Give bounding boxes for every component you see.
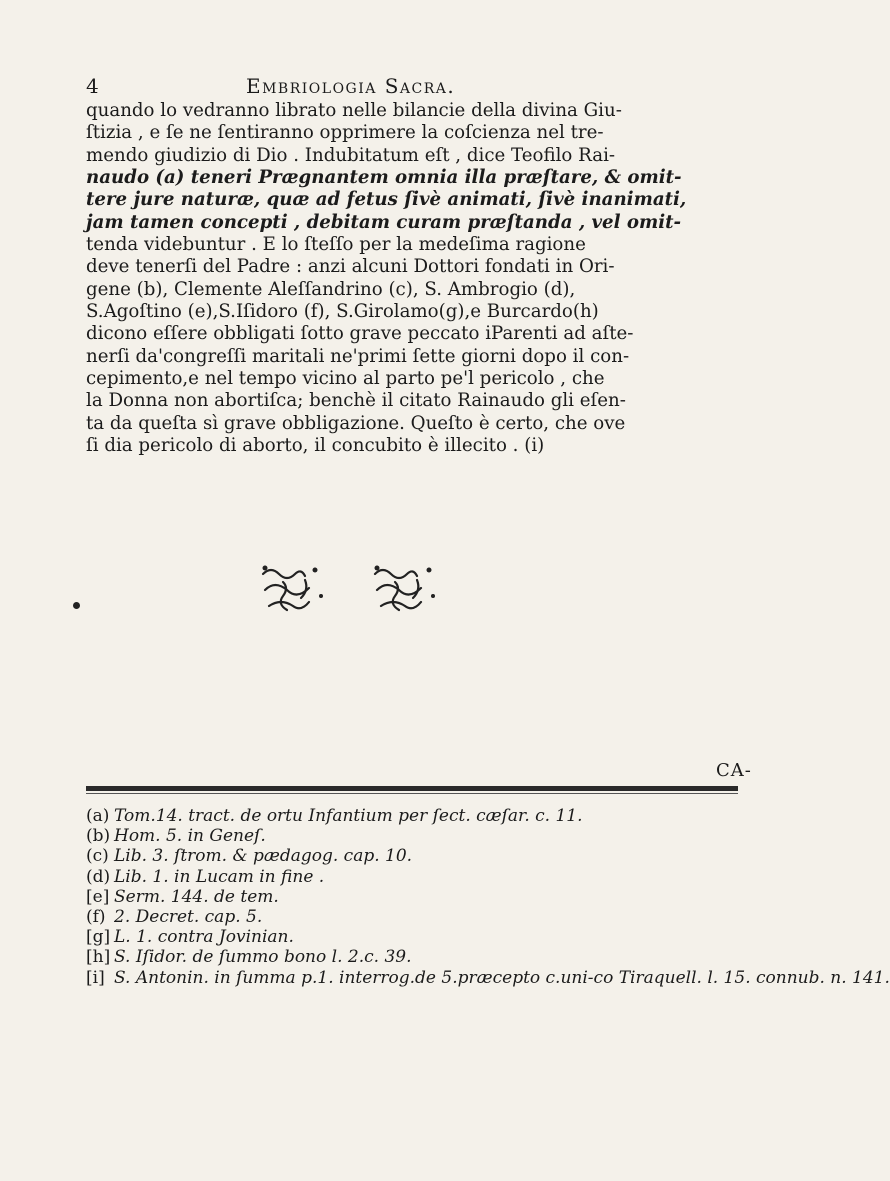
footnote bbox=[86, 927, 766, 947]
footnote-rule-thin bbox=[86, 793, 738, 794]
footnote-text: Lib. 3. ſtrom. & pædagog. cap. 10. bbox=[114, 846, 413, 867]
body-line: ſtizia , e ſe ne ſentiranno opprimere la coſcienza nel tre- bbox=[86, 122, 604, 144]
footnote-mark: (a) bbox=[86, 806, 110, 826]
footnote-mark: (b) bbox=[86, 826, 111, 847]
footnote bbox=[86, 907, 766, 927]
body-line: dicono eſſere obbligati ſotto grave peccato iParenti ad aſte- bbox=[86, 323, 634, 345]
footnote-rule bbox=[86, 786, 738, 791]
footnote-mark: (f) bbox=[86, 906, 106, 927]
footnote-mark: [g] bbox=[86, 927, 111, 948]
body-line: ſi dia pericolo di aborto, il concubito è illecito . (i) bbox=[86, 435, 545, 457]
footnotes bbox=[86, 806, 890, 988]
footnote-mark: (c) bbox=[86, 846, 109, 867]
body-line: cepimento,e nel tempo vicino al parto pe'l pericolo , che bbox=[86, 368, 605, 390]
footnote-mark: (d) bbox=[86, 866, 111, 887]
body-line: gene (b), Clemente Aleſſandrino (c), S. Ambrogio (d), bbox=[86, 278, 576, 300]
footnote bbox=[86, 887, 766, 907]
body-line: nerſi da'congreſſi maritali ne'primi ſette giorni dopo il con- bbox=[86, 345, 630, 367]
body-line: deve tenerſi del Padre : anzi alcuni Dottori fondati in Ori- bbox=[86, 256, 615, 278]
footnote bbox=[86, 846, 766, 866]
footnote bbox=[86, 967, 890, 988]
ornament-decoration bbox=[225, 560, 525, 620]
footnote-text: S. Iſidor. de ſummo bono l. 2.c. 39. bbox=[114, 947, 412, 968]
catchword: CA- bbox=[716, 760, 752, 781]
footnote-mark: [e] bbox=[86, 886, 110, 907]
body-line: mendo giudizio di Dio . Indubitatum eſt , dice Teofilo Rai- bbox=[86, 144, 616, 166]
body-line: tere jure naturæ, quæ ad fetus ſivè animati, ſivè inanimati, bbox=[86, 189, 687, 211]
body-line: tenda videbuntur . E lo ſteſſo per la medeſima ragione bbox=[86, 234, 586, 256]
footnote bbox=[86, 947, 766, 967]
footnote-text: S. Antonin. in ſumma p.1. interrog.de 5.præcepto c.uni-co Tiraquell. l. 15. connub. n. 141. bbox=[114, 967, 890, 988]
body-line: S.Agoſtino (e),S.Iſidoro (f), S.Girolamo(g),e Burcardo(h) bbox=[86, 301, 599, 323]
ink-spot bbox=[73, 602, 80, 609]
footnote-text: 2. Decret. cap. 5. bbox=[114, 906, 263, 927]
page-number: 4 bbox=[86, 74, 99, 98]
body-line: ta da queſta sì grave obbligazione. Queſto è certo, che ove bbox=[86, 412, 626, 434]
footnote bbox=[86, 806, 766, 826]
footnote-text: Tom.14. tract. de ortu Infantium per ſect. cæſar. c. 11. bbox=[114, 806, 583, 826]
footnote-text: Hom. 5. in Geneſ. bbox=[114, 826, 266, 847]
footnote bbox=[86, 867, 766, 887]
footnote-text: Lib. 1. in Lucam in fine . bbox=[114, 866, 325, 887]
footnote-text: Serm. 144. de tem. bbox=[114, 886, 279, 907]
page-header bbox=[86, 74, 746, 100]
body-line: quando lo vedranno librato nelle bilancie della divina Giu- bbox=[86, 100, 622, 121]
footnote-mark: [i] bbox=[86, 967, 105, 988]
footnote bbox=[86, 826, 766, 846]
running-head: Embriologia Sacra. bbox=[246, 74, 456, 98]
footnote-text: L. 1. contra Jovinian. bbox=[114, 927, 294, 948]
body-line: naudo (a) teneri Prægnantem omnia illa præſtare, & omit- bbox=[86, 167, 682, 189]
body-line: jam tamen concepti , debitam curam præſtanda , vel omit- bbox=[86, 211, 682, 233]
body-text bbox=[86, 100, 762, 458]
body-line: la Donna non abortiſca; benchè il citato Rainaudo gli eſen- bbox=[86, 390, 626, 412]
footnote-mark: [h] bbox=[86, 947, 111, 968]
